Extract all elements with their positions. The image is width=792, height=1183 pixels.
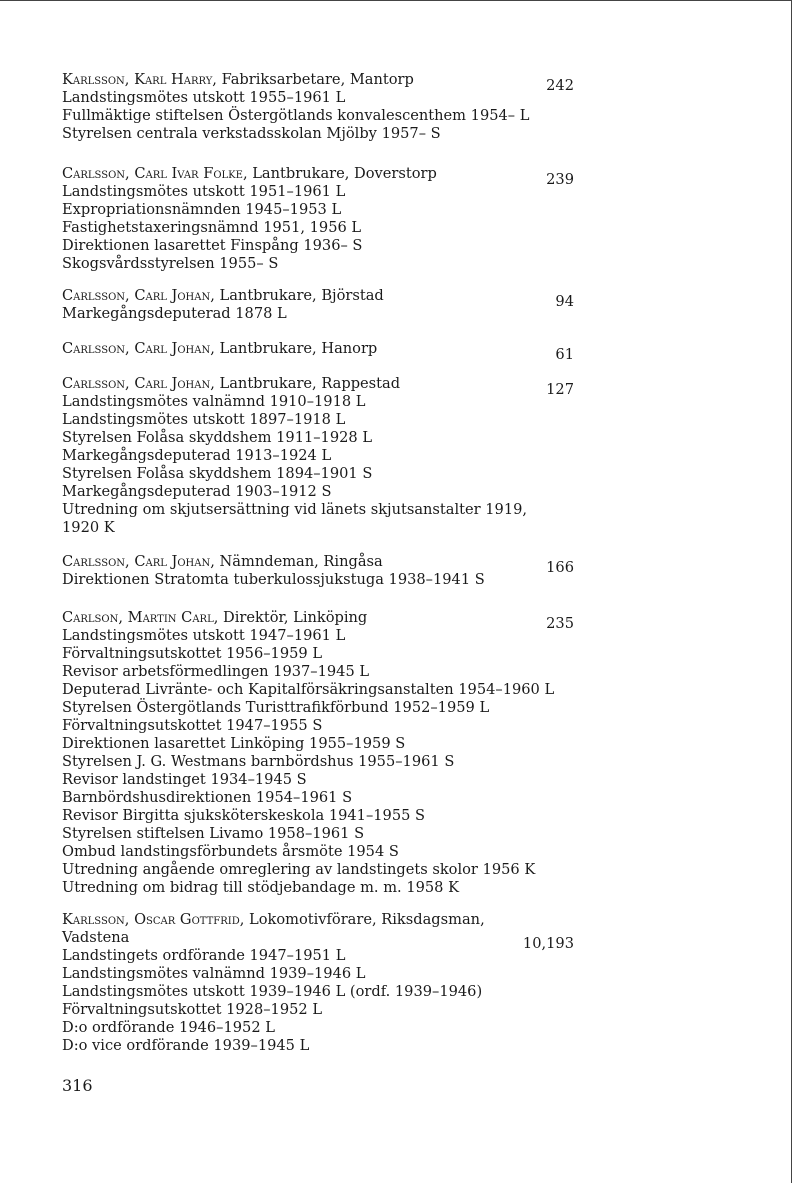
entry-heading [62, 911, 578, 929]
entry-given-names: Martin Carl, [127, 609, 219, 626]
entry-line: Markegångsdeputerad 1913–1924 L [62, 447, 332, 464]
entry-line: Direktionen lasarettet Linköping 1955–1959 S [62, 735, 406, 752]
entry-given-names: Carl Johan, [134, 287, 215, 304]
entry-heading [62, 340, 578, 358]
entry-line: Landstingets ordförande 1947–1951 L [62, 947, 346, 964]
register-entry [62, 553, 578, 589]
entry-surname: Carlsson, [62, 375, 130, 392]
entry-given-names: Carl Ivar Folke, [134, 165, 248, 182]
entry-line: Förvaltningsutskottet 1956–1959 L [62, 645, 323, 662]
entry-given-names: Carl Johan, [134, 340, 215, 357]
entry-page-reference: 166 [546, 559, 574, 576]
entry-heading [62, 287, 578, 305]
entry-page-reference: 127 [546, 381, 574, 398]
entry-line: Landstingsmötes utskott 1897–1918 L [62, 411, 346, 428]
register-entry [62, 287, 578, 323]
entry-given-names: Karl Harry, [134, 71, 217, 88]
entry-heading [62, 609, 578, 627]
register-entry [62, 165, 578, 273]
entry-line: Revisor arbetsförmedlingen 1937–1945 L [62, 663, 370, 680]
entry-description: Fabriksarbetare, Mantorp [216, 71, 414, 88]
entry-heading [62, 165, 578, 183]
entry-page-reference: 61 [555, 346, 574, 363]
entry-page-reference: 94 [555, 293, 574, 310]
entry-surname: Karlsson, [62, 71, 130, 88]
entry-description: Nämndeman, Ringåsa [214, 553, 383, 570]
entry-line: Landstingsmötes utskott 1939–1946 L (ordf. 1939–1946) [62, 983, 483, 1000]
entry-heading [62, 553, 578, 571]
entry-heading [62, 71, 578, 89]
entry-description: Lantbrukare, Rappestad [214, 375, 401, 392]
entry-line: Markegångsdeputerad 1903–1912 S [62, 483, 332, 500]
entry-line: Utredning om skjutsersättning vid länets skjutsanstalter 1919, [62, 501, 528, 518]
entry-line: Fullmäktige stiftelsen Östergötlands konvalescenthem 1954– L [62, 107, 530, 124]
entry-surname: Carlsson, [62, 553, 130, 570]
entry-line: Styrelsen Östergötlands Turisttrafikförbund 1952–1959 L [62, 699, 490, 716]
entry-line: D:o ordförande 1946–1952 L [62, 1019, 275, 1036]
entry-given-names: Oscar Gottfrid, [134, 911, 245, 928]
entry-line: Styrelsen centrala verkstadsskolan Mjölby 1957– S [62, 125, 441, 142]
entry-description: Lantbrukare, Hanorp [214, 340, 378, 357]
entry-line: Fastighetstaxeringsnämnd 1951, 1956 L [62, 219, 362, 236]
entry-line: Direktionen lasarettet Finspång 1936– S [62, 237, 363, 254]
entry-line: D:o vice ordförande 1939–1945 L [62, 1037, 310, 1054]
entry-line: 1920 K [62, 519, 115, 536]
entry-surname: Carlsson, [62, 287, 130, 304]
register-entry [62, 71, 578, 143]
entry-line: Expropriationsnämnden 1945–1953 L [62, 201, 342, 218]
entry-surname: Carlson, [62, 609, 123, 626]
page-number: 316 [62, 1076, 93, 1095]
entry-surname: Carlsson, [62, 340, 130, 357]
register-entry [62, 340, 578, 363]
register-entry [62, 375, 578, 537]
entry-line: Revisor landstinget 1934–1945 S [62, 771, 307, 788]
entry-line: Styrelsen Folåsa skyddshem 1894–1901 S [62, 465, 373, 482]
entry-line: Landstingsmötes valnämnd 1910–1918 L [62, 393, 366, 410]
register-entry [62, 609, 578, 897]
entry-line: Vadstena [62, 929, 130, 946]
entry-line: Utredning om bidrag till stödjebandage m. m. 1958 K [62, 879, 460, 896]
entry-page-reference: 242 [546, 77, 574, 94]
entry-line: Landstingsmötes utskott 1955–1961 L [62, 89, 346, 106]
entry-given-names: Carl Johan, [134, 553, 215, 570]
entry-description: Lantbrukare, Björstad [214, 287, 384, 304]
entry-line: Markegångsdeputerad 1878 L [62, 305, 287, 322]
entry-line: Skogsvårdsstyrelsen 1955– S [62, 255, 279, 272]
entry-line: Landstingsmötes valnämnd 1939–1946 L [62, 965, 366, 982]
entry-page-reference: 235 [546, 615, 574, 632]
entry-line: Deputerad Livränte- och Kapitalförsäkringsanstalten 1954–1960 L [62, 681, 555, 698]
entry-description: Lokomotivförare, Riksdagsman, [244, 911, 485, 928]
entry-line: Förvaltningsutskottet 1928–1952 L [62, 1001, 323, 1018]
entry-surname: Carlsson, [62, 165, 130, 182]
entry-description: Direktör, Linköping [218, 609, 368, 626]
register-entry [62, 911, 578, 1055]
entry-line: Barnbördshusdirektionen 1954–1961 S [62, 789, 353, 806]
entry-line: Revisor Birgitta sjuksköterskeskola 1941–1955 S [62, 807, 426, 824]
entry-given-names: Carl Johan, [134, 375, 215, 392]
entry-line: Styrelsen J. G. Westmans barnbördshus 1955–1961 S [62, 753, 455, 770]
page-top-border [0, 0, 792, 1]
entry-heading [62, 375, 578, 393]
entry-page-reference: 10,193 [522, 935, 574, 952]
entry-line: Förvaltningsutskottet 1947–1955 S [62, 717, 323, 734]
entry-line: Ombud landstingsförbundets årsmöte 1954 S [62, 843, 399, 860]
entry-line: Landstingsmötes utskott 1951–1961 L [62, 183, 346, 200]
entry-line: Landstingsmötes utskott 1947–1961 L [62, 627, 346, 644]
entry-line: Utredning angående omreglering av landstingets skolor 1956 K [62, 861, 536, 878]
entry-description: Lantbrukare, Doverstorp [247, 165, 437, 182]
entry-line: Styrelsen Folåsa skyddshem 1911–1928 L [62, 429, 373, 446]
entry-page-reference: 239 [546, 171, 574, 188]
entry-line: Direktionen Stratomta tuberkulossjukstuga 1938–1941 S [62, 571, 485, 588]
entry-surname: Karlsson, [62, 911, 130, 928]
entry-line: Styrelsen stiftelsen Livamo 1958–1961 S [62, 825, 365, 842]
